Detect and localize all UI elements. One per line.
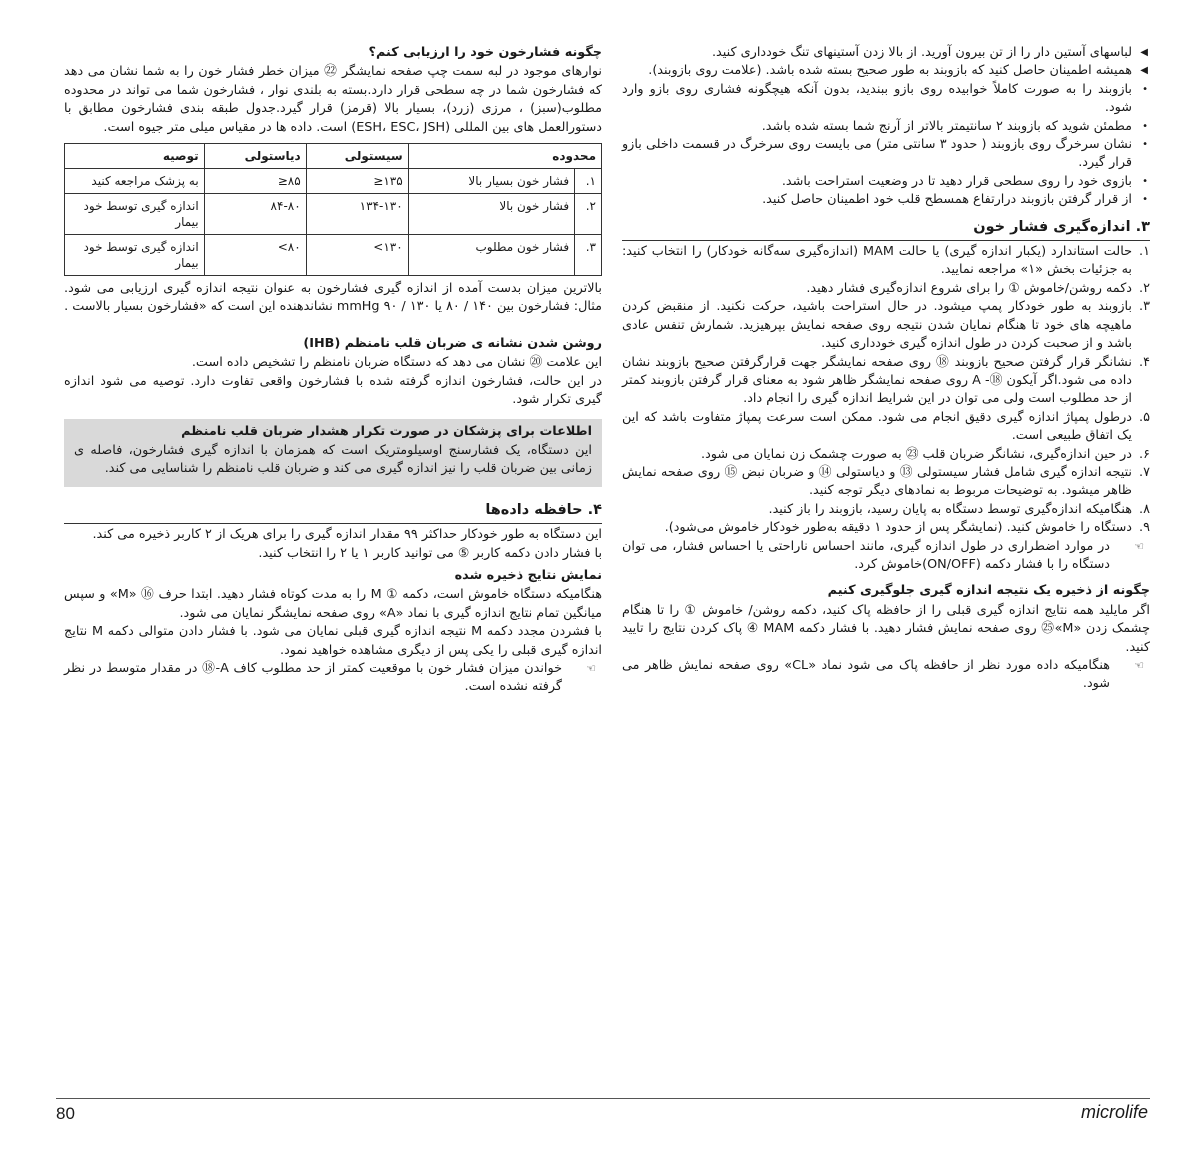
ihb-heading: روشن شدن نشانه ی ضربان قلب نامنظم (IHB) — [303, 335, 602, 351]
physician-info-box — [64, 419, 602, 486]
physician-info-text: این دستگاه، یک فشارسنج اوسیلومتریک است که همزمان با اندازه گیری فشارخون، فاصله ی زمانی بین ضربان قلب را نیز اندازه گیری می کند و ضربان قلب نامنظم را شناسایی می کند. — [74, 442, 592, 477]
memory-text-2: با فشار دادن دکمه کاربر ⑤ می توانید کاربر ۱ یا ۲ را انتخاب کنید. — [258, 545, 602, 561]
pointing-hand-icon: ☜ — [586, 661, 596, 675]
prevent-save-text: اگر مایلید همه نتایج اندازه گیری قبلی را از حافظه پاک کنید، دکمه روشن/ خاموش ① را تا هنگام چشمک زدن «M»㉕ روی صفحه نمایش فشار دهید. با فشار دکمه MAM ④ پاک کردن نتایج را تایید کنید. — [622, 602, 1150, 655]
list-item: • از قرار گرفتن بازوبند درارتفاع همسطح قلب خود اطمینان حاصل کنید. — [622, 191, 1150, 209]
section-4-heading: ۴. حافظه داده‌ها — [64, 501, 602, 524]
list-item: • بازوی خود را روی سطحی قرار دهید تا در وضعیت استراحت باشد. — [622, 173, 1150, 191]
column-header-recommendation: توصیه — [65, 144, 205, 169]
list-item: ۹. دستگاه را خاموش کنید. (نمایشگر پس از حدود ۱ دقیقه به‌طور خودکار خاموش می‌شود). — [664, 520, 1150, 536]
footer-divider — [56, 1098, 1150, 1099]
pointing-hand-icon: ☜ — [1134, 539, 1144, 553]
page-number: 80 — [56, 1104, 75, 1123]
evaluation-example-text: بالاترین میزان بدست آمده از اندازه گیری فشارخون به عنوان نتیجه اندازه گیری ارزیابی می شود. مثال: فشارخون بین ۱۴۰ / ۸۰ یا ۱۳۰ / mmHg ۹۰ نشاندهنده این است که «فشارخون بسیار بالاست . — [64, 281, 602, 315]
table-row: ۱. فشار خون بسیار بالا ۱۳۵≤ ۸۵≤ به پزشک مراجعه کنید — [65, 169, 602, 194]
right-column — [622, 44, 1150, 694]
list-item: ◀ همیشه اطمینان حاصل کنید که بازوبند به طور صحیح بسته شده باشد. (علامت روی بازوبند). — [622, 62, 1150, 80]
bullet-icon: • — [1142, 83, 1148, 95]
list-item: ۱. حالت استاندارد (یکبار اندازه گیری) یا حالت MAM (اندازه‌گیری سه‌گانه خودکار) را انتخاب کنید: به جزئیات بخش «۱» مراجعه نمایید. — [622, 244, 1150, 278]
brand-logo: microlife — [1080, 1102, 1148, 1122]
emergency-stop-note: ☜ در موارد اضطراری در طول اندازه گیری، مانند احساس ناراحتی یا احساس فشار، می توان دستگاه را با فشار دکمه (ON/OFF)خاموش کرد. — [622, 538, 1144, 572]
clear-memory-note: ☜ هنگامیکه داده مورد نظر از حافظه پاک می شود نماد «CL» روی صفحه نمایش ظاهر می شود. — [622, 658, 1144, 692]
list-item: ۳. بازوبند به طور خودکار پمپ میشود. در حال استراحت باشید، حرکت نکنید. از منقبض کردن ماهیچه های خود تا هنگام نمایان شدن نتیجه روی صفحه نمایش بپرهیزید. شمارش تنفس عادی باشد و از صحبت کردن در طول اندازه گیری خودداری کنید. — [622, 299, 1150, 352]
bullet-icon: • — [1142, 194, 1148, 206]
prevent-save-heading: چگونه از ذخیره یک نتیجه اندازه گیری جلوگیری کنیم — [827, 583, 1150, 599]
stored-results-heading: نمایش نتایج ذخیره شده — [454, 567, 602, 583]
memory-text-1: این دستگاه به طور خودکار حداکثر ۹۹ مقدار اندازه گیری را برای هریک از ۲ کاربر ذخیره می کند. — [92, 527, 602, 543]
evaluate-text: نوارهای موجود در لبه سمت چپ صفحه نمایشگر ㉒ میزان خطر فشار خون را به شما نشان می دهد که فشارخون شما در چه سطحی قرار دارد.بسته به بلندی نوار ، فشارخون شما می تواند در محدوده مطلوب(سبز) ، مرزی (زرد)، بسیار بالا (قرمز) قرار گیرد.جدول طبقه بندی فشارخون مطابق با دستورالعمل های بین المللی (ESH، ESC، JSH) است. داده ها در مقیاس میلی متر جیوه است. — [64, 64, 602, 135]
bullet-icon: • — [1142, 120, 1148, 132]
triangle-marker-icon: ◀ — [1140, 47, 1148, 58]
cuff-bullet-list — [622, 44, 1150, 210]
list-item: ۷. نتیجه اندازه گیری شامل فشار سیستولی ⑬ و دیاستولی ⑭ و ضربان نبض ⑮ روی صفحه نمایش ظاهر میشود. به توضیحات مربوط به نمادهای دیگر توجه کنید. — [622, 464, 1150, 499]
bullet-icon: • — [1142, 175, 1148, 187]
list-item: • مطمئن شوید که بازوبند ۲ سانتیمتر بالاتر از آرنج شما بسته شده باشد. — [622, 118, 1150, 136]
list-item: ◀ لباسهای آستین دار را از تن بیرون آورید. از بالا زدن آستینهای تنگ خودداری کنید. — [622, 44, 1150, 62]
list-item: • نشان سرخرگ روی بازوبند ( حدود ۳ سانتی متر) می بایست روی سرخرگ در قسمت داخلی بازو قرار گیرد. — [622, 137, 1148, 171]
column-header-systolic: سیستولی — [306, 144, 408, 169]
bullet-icon: • — [1142, 139, 1148, 151]
ihb-text-2: در این حالت، فشارخون اندازه گرفته شده با فشارخون واقعی تفاوت دارد. توصیه می شود اندازه گیری تکرار شود. — [64, 373, 602, 408]
table-row: ۲. فشار خون بالا ۱۳۴-۱۳۰ ۸۴-۸۰ اندازه گیری توسط خود بیمار — [65, 194, 602, 235]
evaluate-heading: چگونه فشارخون خود را ارزیابی کنم؟ — [368, 45, 602, 60]
cuff-position-note: ☜ خواندن میزان فشار خون با موقعیت کمتر از حد مطلوب کاف A-⑱ در مقدار متوسط در نظر گرفته نشده است. — [64, 660, 596, 695]
triangle-marker-icon: ◀ — [1140, 65, 1148, 77]
section-3-heading: ۳. اندازه‌گیری فشار خون — [622, 218, 1150, 241]
table-header-row — [65, 144, 602, 169]
list-item: ۵. درطول پمپاژ اندازه گیری دقیق انجام می شود. ممکن است سرعت پمپاژ متفاوت باشد که این یک اتفاق طبیعی است. — [622, 409, 1150, 444]
stored-results-text-1: هنگامیکه دستگاه خاموش است، دکمه ① M را به مدت کوتاه فشار دهید. ابتدا حرف ⑯ «M» و سپس میانگین تمام نتایج اندازه گیری با نماد «A» روی صفحه نمایشگر نمایان می شود. — [64, 587, 602, 621]
list-item: ۲. دکمه روشن/خاموش ① را برای شروع اندازه‌گیری فشار دهید. — [806, 280, 1150, 296]
pointing-hand-icon: ☜ — [1134, 659, 1144, 672]
list-item: • بازوبند را به صورت کاملاً خوابیده روی بازو ببندید، بدون آنکه هیچگونه فشاری روی بازو وارد شود. — [622, 81, 1148, 116]
ihb-text-1: این علامت ⑳ نشان می دهد که دستگاه ضربان نامنظم را تشخیص داده است. — [191, 355, 602, 371]
column-header-range: محدوده — [408, 144, 601, 169]
column-header-diastolic: دیاستولی — [204, 144, 306, 169]
physician-info-title: اطلاعات برای پزشکان در صورت تکرار هشدار ضربان قلب نامنظم — [181, 424, 592, 440]
table-row: ۳. فشار خون مطلوب ۱۳۰> ۸۰> اندازه گیری توسط خود بیمار — [65, 235, 602, 276]
bp-classification-table — [64, 143, 602, 276]
list-item: ۴. نشانگر قرار گرفتن صحیح بازوبند ⑱ روی صفحه نمایشگر جهت قرارگرفتن صحیح بازوبند نشان داده می شود.اگر آیکون ⑱- A روی صفحه نمایشگر ظاهر شود به معنای قرار گرفتن بازوبند کمتر از حد مطلوب است ولی می توان در این شرایط اندازه گیری را انجام داد. — [622, 354, 1150, 407]
list-item: ۶. در حین اندازه‌گیری، نشانگر ضربان قلب ㉓ به صورت چشمک زن نمایان می شود. — [701, 446, 1150, 462]
measurement-steps — [622, 243, 1150, 538]
left-column — [64, 44, 602, 697]
stored-results-text-2: با فشردن مجدد دکمه M نتیجه اندازه گیری قبلی نمایان می شود. با فشار دادن متوالی دکمه M نتایج اندازه گیری قبلی را یکی پس از دیگری مشاهده خواهید نمود. — [64, 624, 602, 658]
list-item: ۸. هنگامیکه اندازه‌گیری توسط دستگاه به پایان رسید، بازوبند را باز کنید. — [768, 501, 1150, 517]
